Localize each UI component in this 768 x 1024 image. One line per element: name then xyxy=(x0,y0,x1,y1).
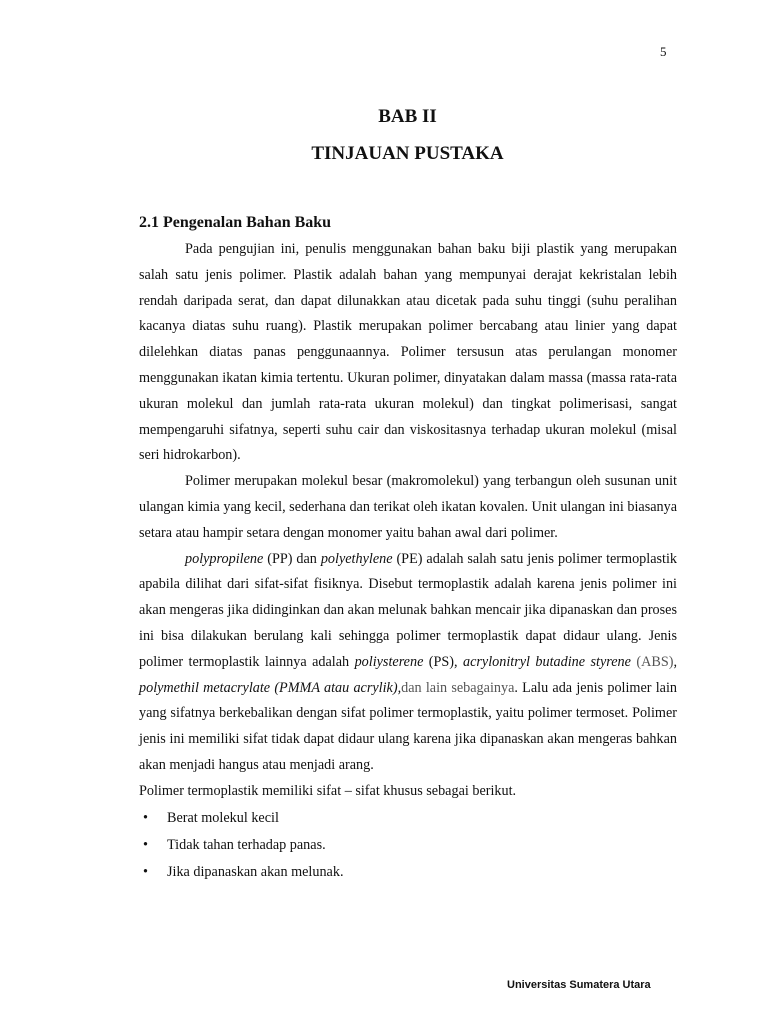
bullet-icon: • xyxy=(143,836,148,853)
bullet-list xyxy=(139,805,677,886)
bullet-icon: • xyxy=(143,809,148,826)
chapter-title: TINJAUAN PUSTAKA xyxy=(311,143,504,164)
page-number: 5 xyxy=(660,44,667,59)
term-abs: acrylonitryl butadine styrene xyxy=(463,653,631,670)
paragraph-1: Pada pengujian ini, penulis menggunakan bahan baku biji plastik yang merupakan salah satu jenis polimer. Plastik adalah bahan yang mempunyai derajat kekristalan lebih rendah daripada serat, dan dapat dilunakkan atau dicetak pada suhu tinggi (suhu peralihan kacanya diatas suhu ruang). Plastik merupakan polimer bercabang atau linier yang dapat dilelehkan diatas panas penggunaannya. Polimer tersusun atas perulangan monomer menggunakan ikatan kimia tertentu. Ukuran polimer, dinyatakan dalam massa (massa rata-rata ukuran molekul dan jumlah rata-rata ukuran molekul) dan tingkat polimerisasi, sangat mempengaruhi sifatnya, seperti suhu cair dan viskositasnya terhadap ukuran molekul (misal seri hidrokarbon). xyxy=(139,241,677,464)
list-item xyxy=(139,832,677,859)
text-span: (PE) adalah salah satu jenis polimer termoplastik apabila dilihat dari sifat-sifat fisiknya. Disebut termoplastik adalah karena jenis polimer ini akan mengeras jika didinginkan dan akan melunak bahkan mencair jika dipanaskan dan proses ini bisa dilakukan berulang kali sehingga polimer termoplastik dapat didaur ulang. Jenis polimer termoplastik lainnya adalah xyxy=(139,550,677,670)
paragraph-3 xyxy=(139,547,677,779)
text-span-abs: (ABS) xyxy=(630,653,674,670)
paragraph-4: Polimer termoplastik memiliki sifat – sifat khusus sebagai berikut. xyxy=(139,782,517,799)
chapter-label: BAB II xyxy=(378,106,437,127)
section-heading: 2.1 Pengenalan Bahan Baku xyxy=(139,214,332,231)
bullet-icon: • xyxy=(143,863,148,880)
footer-institution: Universitas Sumatera Utara xyxy=(507,979,651,991)
list-item-text: Berat molekul kecil xyxy=(167,809,279,826)
list-item xyxy=(139,805,677,832)
list-item-text: Jika dipanaskan akan melunak. xyxy=(167,863,344,880)
text-span: (PS), xyxy=(423,653,464,670)
term-polyethylene: polyethylene xyxy=(320,550,393,567)
paragraph-2: Polimer merupakan molekul besar (makromolekul) yang terbangun oleh susunan unit ulangan kimia yang kecil, sederhana dan terikat oleh ikatan kovalen. Unit ulangan ini biasanya setara atau hampir setara dengan monomer yaitu bahan awal dari polimer. xyxy=(139,473,677,541)
list-item xyxy=(139,859,677,886)
text-span: (PP) dan xyxy=(263,550,321,567)
text-span: . Lalu ada jenis polimer lain yang sifatnya berkebalikan dengan sifat polimer termoplastik, yaitu polimer termoset. Polimer jenis ini memiliki sifat tidak dapat didaur ulang karena jika dipanaskan akan mengeras bahkan akan menjadi hangus atau menjadi arang. xyxy=(139,679,677,773)
text-span: , xyxy=(673,653,677,670)
text-span-lain: dan lain sebagainya xyxy=(401,679,515,696)
term-pmma: polymethil metacrylate (PMMA atau acrylik), xyxy=(139,679,402,696)
list-item-text: Tidak tahan terhadap panas. xyxy=(167,836,326,853)
term-polypropilene: polypropilene xyxy=(185,550,264,567)
body-text xyxy=(139,237,677,886)
term-poliysterene: poliysterene xyxy=(354,653,424,670)
